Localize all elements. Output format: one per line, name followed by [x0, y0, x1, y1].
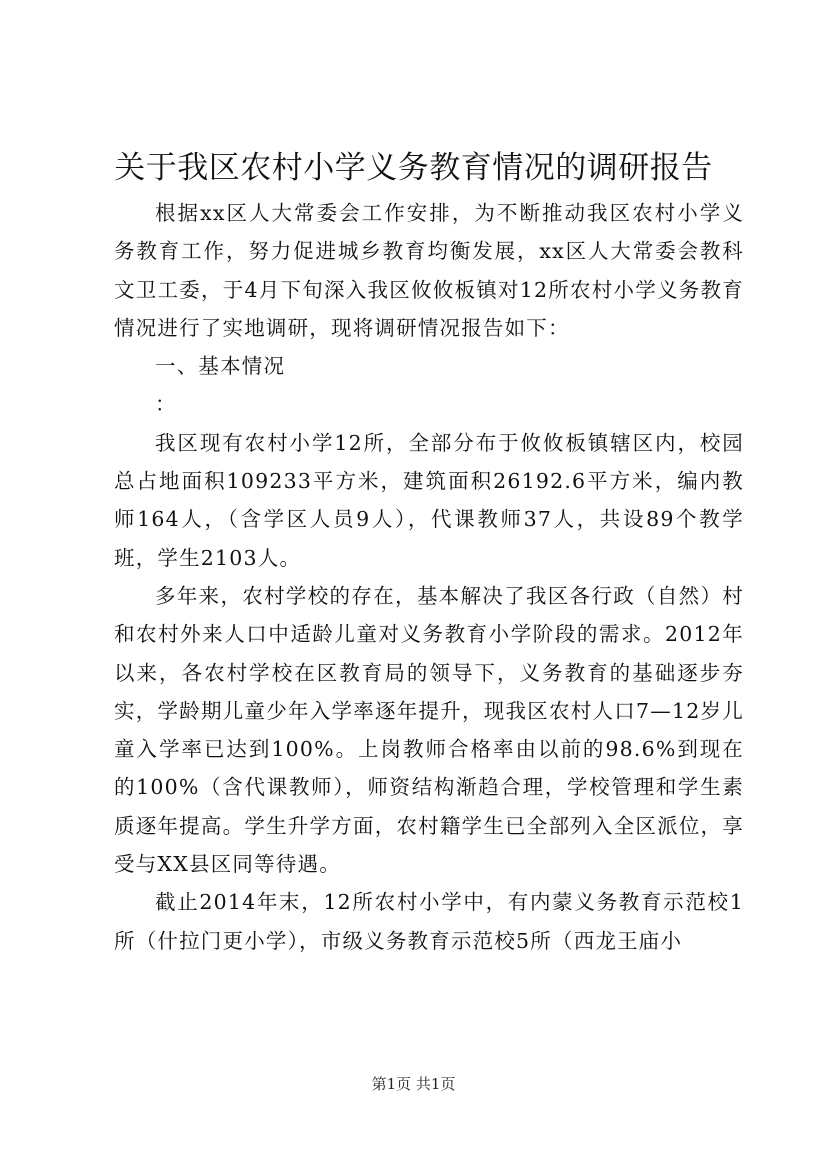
document-body — [114, 194, 744, 960]
intro-paragraph: 根据xx区人大常委会工作安排，为不断推动我区农村小学义务教育工作，努力促进城乡教育均衡发展，xx区人大常委会教科文卫工委，于4月下旬深入我区攸攸板镇对12所农村小学义务教育情况进行了实地调研，现将调研情况报告如下： — [114, 201, 744, 340]
section-heading-basic-situation: 一、基本情况 — [155, 354, 286, 379]
document-title: 关于我区农村小学义务教育情况的调研报告 — [114, 150, 713, 186]
section-colon: ： — [155, 392, 176, 417]
paragraph-school-stats: 我区现有农村小学12所，全部分布于攸攸板镇辖区内，校园总占地面积109233平方米，建筑面积26192.6平方米，编内教师164人，（含学区人员9人），代课教师37人，共设89个教学班，学生2103人。 — [114, 430, 744, 570]
paragraph-development: 多年来，农村学校的存在，基本解决了我区各行政（自然）村和农村外来人口中适龄儿童对义务教育小学阶段的需求。2012年以来，各农村学校在区教育局的领导下，义务教育的基础逐步夯实，学龄期儿童少年入学率逐年提升，现我区农村人口7—12岁儿童入学率已达到100%。上岗教师合格率由以前的98.6%到现在的100%（含代课教师），师资结构渐趋合理，学校管理和学生素质逐年提高。学生升学方面，农村籍学生已全部列入全区派位，享受与XX县区同等待遇。 — [114, 583, 744, 877]
page-footer: 第1页 共1页 — [371, 1075, 456, 1093]
paragraph-demonstration-schools: 截止2014年末，12所农村小学中，有内蒙义务教育示范校1所（什拉门更小学），市级义务教育示范校5所（西龙王庙小 — [114, 890, 744, 953]
